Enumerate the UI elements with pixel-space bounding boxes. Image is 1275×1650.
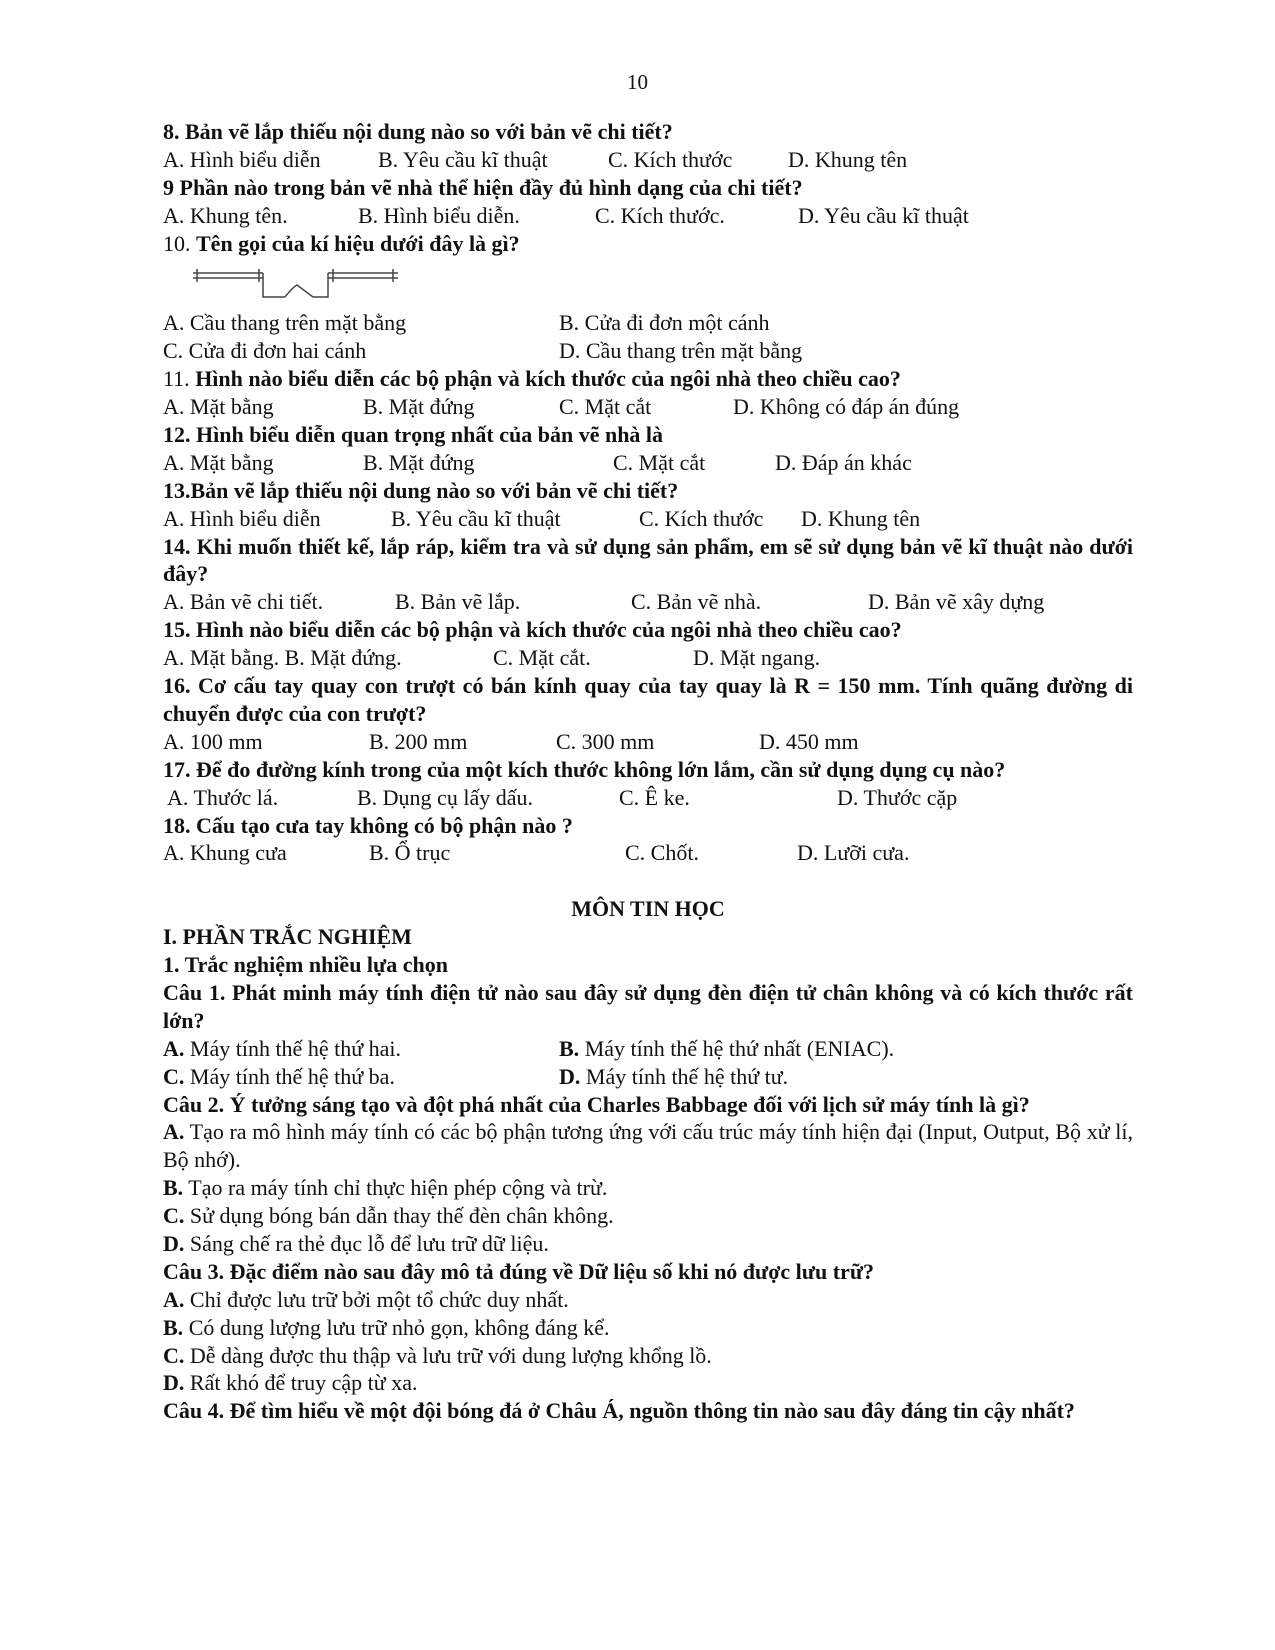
question-c1: Câu 1. Phát minh máy tính điện tử nào sau đây sử dụng đèn điện tử chân không và có kích thước rất lớn?: [163, 979, 1133, 1033]
question-13: 13.Bản vẽ lắp thiếu nội dung nào so với bản vẽ chi tiết?: [163, 477, 679, 503]
question-c3: Câu 3. Đặc điểm nào sau đây mô tả đúng về Dữ liệu số khi nó được lưu trữ?: [163, 1258, 875, 1284]
option-d: D. Mặt ngang.: [693, 645, 821, 671]
question-16: 16. Cơ cấu tay quay con trượt có bán kính quay của tay quay là R = 150 mm. Tính quãng đường di chuyển được của con trượt?: [163, 673, 1133, 726]
option-d: D. Bản vẽ xây dựng: [868, 589, 1045, 615]
option-d: Máy tính thế hệ thứ tư.: [580, 1063, 789, 1089]
option-b: B. Yêu cầu kĩ thuật: [391, 505, 561, 531]
option-c: C. Cửa đi đơn hai cánh: [163, 338, 367, 364]
option-b: B. Dụng cụ lấy dấu.: [357, 784, 533, 810]
option-d-letter: D.: [163, 1370, 185, 1396]
option-d-letter: D.: [163, 1230, 185, 1256]
option-b: B. Hình biểu diễn.: [358, 202, 520, 228]
option-d: D. Khung tên: [801, 505, 921, 531]
option-c: C. 300 mm: [556, 728, 655, 754]
question-10-text: Tên gọi của kí hiệu dưới đây là gì?: [196, 230, 520, 256]
option-d: D. Đáp án khác: [775, 449, 912, 475]
question-c1-options-row-1: [163, 1035, 1133, 1063]
question-c4: Câu 4. Để tìm hiểu về một đội bóng đá ở Châu Á, nguồn thông tin nào sau đây đáng tin cậy nhất?: [163, 1398, 1075, 1424]
option-b: B. Yêu cầu kĩ thuật: [378, 146, 548, 172]
question-c2-option-c: [163, 1202, 1133, 1230]
question-14: 14. Khi muốn thiết kế, lắp ráp, kiểm tra và sử dụng sản phẩm, em sẽ sử dụng bản vẽ kĩ thuật nào dưới đây?: [163, 533, 1133, 587]
question-8-options: [163, 146, 1133, 174]
option-a: A. Hình biểu diễn: [163, 505, 321, 531]
option-c: C. Kích thước: [608, 146, 733, 172]
option-b: B. 200 mm: [369, 728, 468, 754]
question-16-options: [163, 728, 1133, 756]
option-b-letter: B.: [163, 1175, 184, 1201]
question-15-options: [163, 644, 1133, 672]
section-title: 1. Trắc nghiệm nhiều lựa chọn: [163, 952, 448, 978]
option-c: C. Mặt cắt: [613, 449, 706, 475]
option-b-letter: B.: [559, 1035, 580, 1061]
option-a: A. Bản vẽ chi tiết.: [163, 589, 324, 615]
option-a: A. 100 mm: [163, 728, 263, 754]
question-8: 8. Bản vẽ lắp thiếu nội dung nào so với bản vẽ chi tiết?: [163, 119, 673, 144]
question-11-options: [163, 393, 1133, 421]
option-b: B. Mặt đứng: [363, 394, 475, 420]
option-b: Máy tính thế hệ thứ nhất (ENIAC).: [579, 1035, 895, 1061]
option-d: D. Yêu cầu kĩ thuật: [798, 202, 969, 228]
question-c2-option-a: [163, 1118, 1133, 1174]
option-a: Tạo ra mô hình máy tính có các bộ phận tương ứng với cấu trúc máy tính hiện đại (Input, Output, Bộ xử lí, Bộ nhớ).: [163, 1119, 1133, 1173]
page-number: 10: [627, 70, 648, 94]
option-a: A. Cầu thang trên mặt bằng: [163, 310, 407, 336]
option-b: Tạo ra máy tính chỉ thực hiện phép cộng và trừ.: [183, 1175, 608, 1201]
question-c3-option-b: [163, 1314, 1133, 1342]
question-10: [163, 230, 1133, 258]
spacer: [163, 867, 1133, 895]
question-18-options: [163, 839, 1133, 867]
option-a: Chỉ được lưu trữ bởi một tổ chức duy nhất.: [184, 1286, 569, 1312]
option-c: Dễ dàng được thu thập và lưu trữ với dung lượng khổng lồ.: [184, 1342, 712, 1368]
question-18: 18. Cấu tạo cưa tay không có bộ phận nào ?: [163, 812, 573, 838]
question-c3-option-a: [163, 1286, 1133, 1314]
question-15: 15. Hình nào biểu diễn các bộ phận và kích thước của ngôi nhà theo chiều cao?: [163, 617, 902, 643]
option-c: Sử dụng bóng bán dẫn thay thế đèn chân không.: [184, 1203, 614, 1229]
option-b: B. Mặt đứng: [363, 449, 475, 475]
question-17: 17. Để đo đường kính trong của một kích thước không lớn lắm, cần sử dụng dụng cụ nào?: [163, 756, 1006, 782]
option-a-letter: A.: [163, 1035, 185, 1061]
option-a: A. Mặt bằng: [163, 394, 274, 420]
question-10-options-row-1: [163, 309, 1133, 337]
option-a: A. Khung cưa: [163, 840, 287, 866]
question-11: [163, 365, 1133, 393]
question-12-options: [163, 449, 1133, 477]
question-c2-option-b: [163, 1174, 1133, 1202]
option-d-letter: D.: [559, 1063, 581, 1089]
option-c-letter: C.: [163, 1342, 185, 1368]
option-c-letter: C.: [163, 1203, 185, 1229]
option-d: D. Cầu thang trên mặt bằng: [559, 338, 803, 364]
question-c3-option-c: [163, 1342, 1133, 1370]
option-c: C. Bản vẽ nhà.: [631, 589, 762, 615]
question-9: 9 Phần nào trong bản vẽ nhà thể hiện đầy đủ hình dạng của chi tiết?: [163, 174, 803, 200]
option-c: C. Kích thước.: [595, 202, 725, 228]
option-c: C. Mặt cắt: [559, 394, 652, 420]
option-d: D. Lưỡi cưa.: [797, 840, 910, 866]
option-a: A. Thước lá.: [167, 784, 279, 810]
question-c3-option-d: [163, 1369, 1133, 1397]
option-d: D. Thước cặp: [837, 784, 958, 810]
option-a-letter: A.: [163, 1286, 185, 1312]
option-d: Sáng chế ra thẻ đục lỗ để lưu trữ dữ liệu.: [184, 1230, 549, 1256]
question-c2: Câu 2. Ý tưởng sáng tạo và đột phá nhất của Charles Babbage đối với lịch sử máy tính là gì?: [163, 1091, 1030, 1117]
option-a-b: A. Mặt bằng. B. Mặt đứng.: [163, 645, 402, 671]
door-symbol-icon: [163, 257, 1133, 309]
question-c2-option-d: [163, 1230, 1133, 1258]
question-14-options: [163, 588, 1133, 616]
option-b-letter: B.: [163, 1314, 184, 1340]
question-11-number: 11.: [163, 366, 190, 392]
page-content: [163, 118, 1133, 1425]
door-symbol-drawing: [193, 267, 408, 303]
option-c: C. Chốt.: [625, 840, 699, 866]
question-c1-options-row-2: [163, 1063, 1133, 1091]
option-d: D. Không có đáp án đúng: [733, 394, 960, 420]
option-b: Có dung lượng lưu trữ nhỏ gọn, không đáng kể.: [183, 1314, 610, 1340]
option-c-letter: C.: [163, 1063, 185, 1089]
subject-title: MÔN TIN HỌC: [571, 896, 725, 922]
option-d: D. Khung tên: [788, 146, 908, 172]
option-b: B. Ổ trục: [369, 840, 451, 866]
option-c: C. Mặt cắt.: [493, 645, 591, 671]
part-title: I. PHẦN TRẮC NGHIỆM: [163, 924, 412, 950]
option-b: B. Cửa đi đơn một cánh: [559, 310, 770, 336]
option-c: C. Kích thước: [639, 505, 764, 531]
option-c: Máy tính thế hệ thứ ba.: [184, 1063, 395, 1089]
question-9-options: [163, 202, 1133, 230]
option-c: C. Ê ke.: [619, 784, 690, 810]
option-a: Máy tính thế hệ thứ hai.: [184, 1035, 401, 1061]
option-a-letter: A.: [163, 1119, 185, 1145]
option-a: A. Hình biểu diễn: [163, 146, 321, 172]
question-12: 12. Hình biểu diễn quan trọng nhất của bản vẽ nhà là: [163, 422, 664, 448]
option-b: B. Bản vẽ lắp.: [395, 589, 521, 615]
question-17-options: [163, 784, 1133, 812]
question-13-options: [163, 505, 1133, 533]
question-10-options-row-2: [163, 337, 1133, 365]
option-a: A. Mặt bằng: [163, 449, 274, 475]
question-10-number: 10.: [163, 230, 191, 256]
option-d: Rất khó để truy cập từ xa.: [184, 1370, 418, 1396]
question-11-text: Hình nào biểu diễn các bộ phận và kích thước của ngôi nhà theo chiều cao?: [195, 366, 901, 392]
option-a: A. Khung tên.: [163, 202, 288, 228]
option-d: D. 450 mm: [759, 728, 859, 754]
